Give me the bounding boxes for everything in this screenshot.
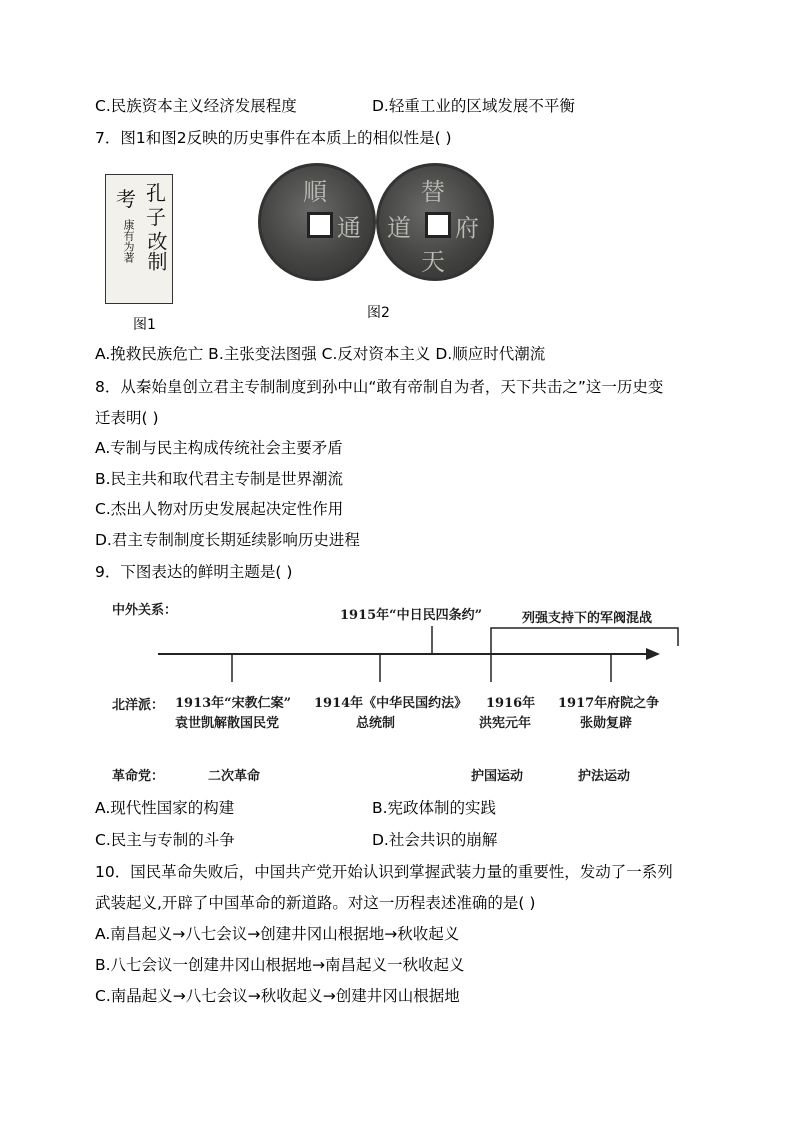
q9-option-c: C.民主与专制的斗争 [95, 831, 235, 849]
q6-option-d: D.轻重工业的区域发展不平衡 [372, 97, 575, 115]
q10-option-b: B.八七会议一创建井冈山根据地→南昌起义一秋收起义 [95, 956, 465, 974]
q8-option-b: B.民主共和取代君主专制是世界潮流 [95, 470, 344, 488]
coin-right-glyph-top: 替 [421, 178, 445, 206]
coin-right-glyph-bottom: 天 [421, 248, 445, 276]
figure-1-label: 图1 [133, 317, 156, 333]
q10-option-a: A.南昌起义→八七会议→创建井冈山根据地→秋收起义 [95, 925, 460, 943]
q8-option-a: A.专制与民主构成传统社会主要矛盾 [95, 439, 343, 457]
book-author-text: 康有为著 [122, 219, 135, 263]
coin-hole [307, 212, 333, 238]
event-warlords: 列强支持下的军阀混战 [522, 611, 653, 626]
rev-constitution-protection: 护法运动 [578, 769, 631, 784]
q7-stem: 7．图1和图2反映的历史事件在本质上的相似性是( ) [95, 129, 452, 147]
q8-stem-line2: 迁表明( ) [95, 409, 159, 427]
q9-option-b: B.宪政体制的实践 [372, 799, 497, 817]
q7-options: A.挽救民族危亡 B.主张变法图强 C.反对资本主义 D.顺应时代潮流 [95, 345, 546, 363]
q9-option-d: D.社会共识的崩解 [372, 831, 498, 849]
q9-option-a: A.现代性国家的构建 [95, 799, 235, 817]
coin-left-glyph-top: 順 [303, 178, 327, 206]
book-title-part-2: 改制 [144, 231, 168, 271]
coin-right-glyph-right: 府 [455, 214, 479, 242]
figure-2-coin-left [258, 163, 376, 281]
warlord-bracket [491, 628, 678, 654]
book-title-col-3 [114, 183, 138, 212]
event-1916-b: 洪宪元年 [479, 716, 532, 731]
q8-stem-line1: 8．从秦始皇创立君主专制制度到孙中山“敢有帝制自为者，天下共击之”这一历史变 [95, 378, 664, 396]
figure-1-book-cover [105, 174, 173, 304]
book-title-part-3: 考 [116, 187, 136, 211]
q8-option-c: C.杰出人物对历史发展起决定性作用 [95, 500, 344, 518]
event-1914-b: 总统制 [356, 716, 396, 731]
rev-second-revolution: 二次革命 [208, 769, 261, 784]
q10-option-c: C.南晶起义→八七会议→秋收起义→创建井冈山根据地 [95, 987, 460, 1005]
row-label-foreign: 中外关系： [112, 603, 178, 618]
row-label-revolution: 革命党： [112, 769, 165, 784]
coin-left-glyph-right: 通 [337, 214, 361, 242]
q9-stem: 9．下图表达的鲜明主题是( ) [95, 563, 293, 581]
event-1914-a: 1914年《中华民国约法》 [314, 696, 468, 711]
book-title-col-2 [144, 231, 168, 271]
event-1913-a: 1913年“宋教仁案” [175, 696, 292, 711]
book-title-part-1: 孔子 [146, 181, 166, 229]
event-1916-a: 1916年 [486, 696, 536, 711]
coin-right-glyph-left: 道 [387, 214, 411, 242]
q10-stem-line1: 10．国民革命失败后，中国共产党开始认识到掌握武装力量的重要性，发动了一系列 [95, 863, 673, 881]
q8-option-d: D.君主专制制度长期延续影响历史进程 [95, 531, 360, 549]
row-label-beiyang: 北洋派： [112, 698, 165, 713]
figure-2-coin-right [376, 163, 494, 281]
book-author [116, 219, 136, 263]
q6-option-c: C.民族资本主义经济发展程度 [95, 97, 297, 115]
event-1917-b: 张勋复辟 [580, 716, 633, 731]
event-1915: 1915年“中日民四条约” [340, 608, 483, 623]
coin-hole [425, 212, 451, 238]
event-1913-b: 袁世凯解散国民党 [175, 716, 280, 731]
rev-national-protection: 护国运动 [471, 769, 524, 784]
figure-2-label: 图2 [367, 305, 390, 321]
q10-stem-line2: 武装起义,开辟了中国革命的新道路。对这一历程表述准确的是( ) [95, 894, 536, 912]
timeline-arrowhead [646, 648, 660, 660]
book-title-col-1 [144, 181, 168, 229]
event-1917-a: 1917年府院之争 [558, 696, 660, 711]
